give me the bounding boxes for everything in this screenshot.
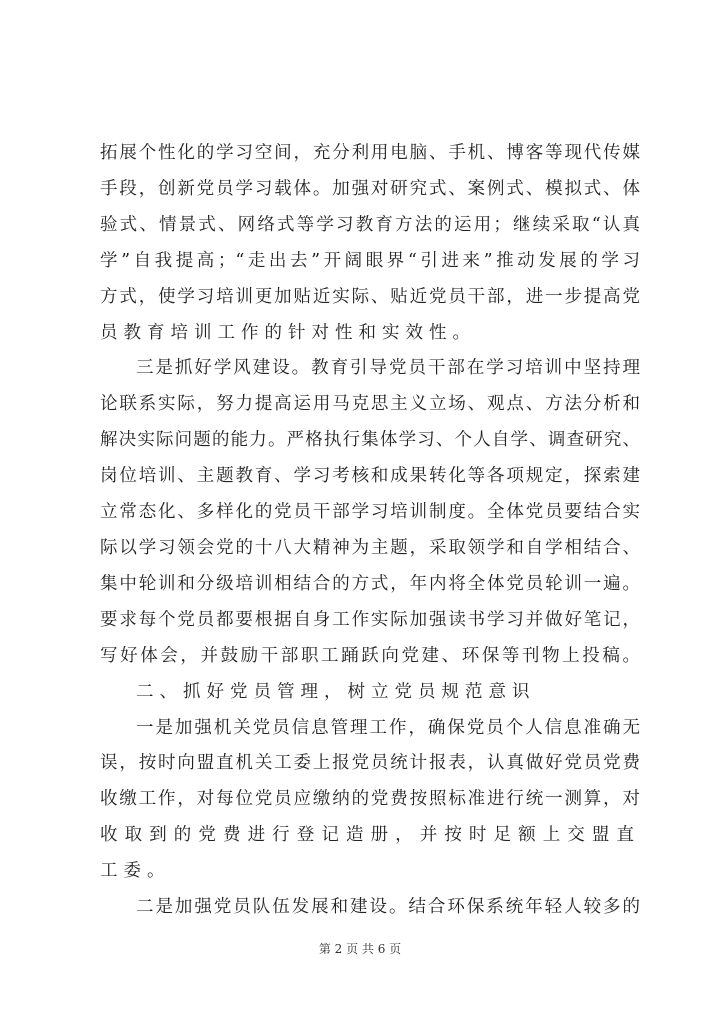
paragraph: [100, 890, 640, 926]
text-line: 验式、情景式、网络式等学习教育方法的运用；继续采取“认真: [100, 214, 640, 235]
text-line: 收取到的党费进行登记造册，并按时足额上交盟直工委。: [100, 825, 640, 882]
text-line: 解决实际问题的能力。严格执行集体学习、个人自学、调查研究、: [100, 430, 640, 451]
text-line: 一是加强机关党员信息管理工作，确保党员个人信息准确无: [136, 717, 640, 738]
paragraph: [100, 675, 640, 711]
paragraph: [100, 136, 640, 351]
text-line: 拓展个性化的学习空间，充分利用电脑、手机、博客等现代传媒: [100, 143, 640, 163]
text-line: 立常态化、多样化的党员干部学习培训制度。全体党员要结合实: [100, 502, 640, 523]
text-line: 要求每个党员都要根据自身工作实际加强读书学习并做好笔记，: [100, 609, 640, 630]
text-line: 学”自我提高；“走出去”开阔眼界“引进来”推动发展的学习: [100, 250, 640, 271]
text-line: 岗位培训、主题教育、学习考核和成果转化等各项规定，探索建: [100, 466, 640, 487]
text-line: 误，按时向盟直机关工委上报党员统计报表，认真做好党员党费: [100, 753, 640, 774]
text-line: 方式，使学习培训更加贴近实际、贴近党员干部，进一步提高党: [100, 286, 640, 307]
text-line: 手段，创新党员学习载体。加强对研究式、案例式、模拟式、体: [100, 178, 640, 199]
page-number-footer: 第 2 页 共 6 页: [318, 942, 402, 956]
text-line: 收缴工作，对每位党员应缴纳的党费按照标准进行统一测算，对: [100, 789, 640, 810]
text-line: 二是加强党员队伍发展和建设。结合环保系统年轻人较多的: [136, 897, 640, 918]
text-line: 论联系实际，努力提高运用马克思主义立场、观点、方法分析和: [100, 394, 640, 415]
paragraph: [100, 351, 640, 674]
text-line: 三是抓好学风建设。教育引导党员干部在学习培训中坚持理: [136, 358, 640, 379]
paragraph: [100, 711, 640, 891]
text-line: 际以学习领会党的十八大精神为主题，采取领学和自学相结合、: [100, 537, 640, 558]
text-line: 集中轮训和分级培训相结合的方式，年内将全体党员轮训一遍。: [100, 573, 640, 594]
text-line: 写好体会，并鼓励干部职工踊跃向党建、环保等刊物上投稿。: [100, 645, 640, 666]
text-line: 员教育培训工作的针对性和实效性。: [100, 322, 476, 343]
text-line: 二、抓好党员管理，树立党员规范意识: [136, 681, 536, 702]
document-body: [100, 136, 640, 926]
